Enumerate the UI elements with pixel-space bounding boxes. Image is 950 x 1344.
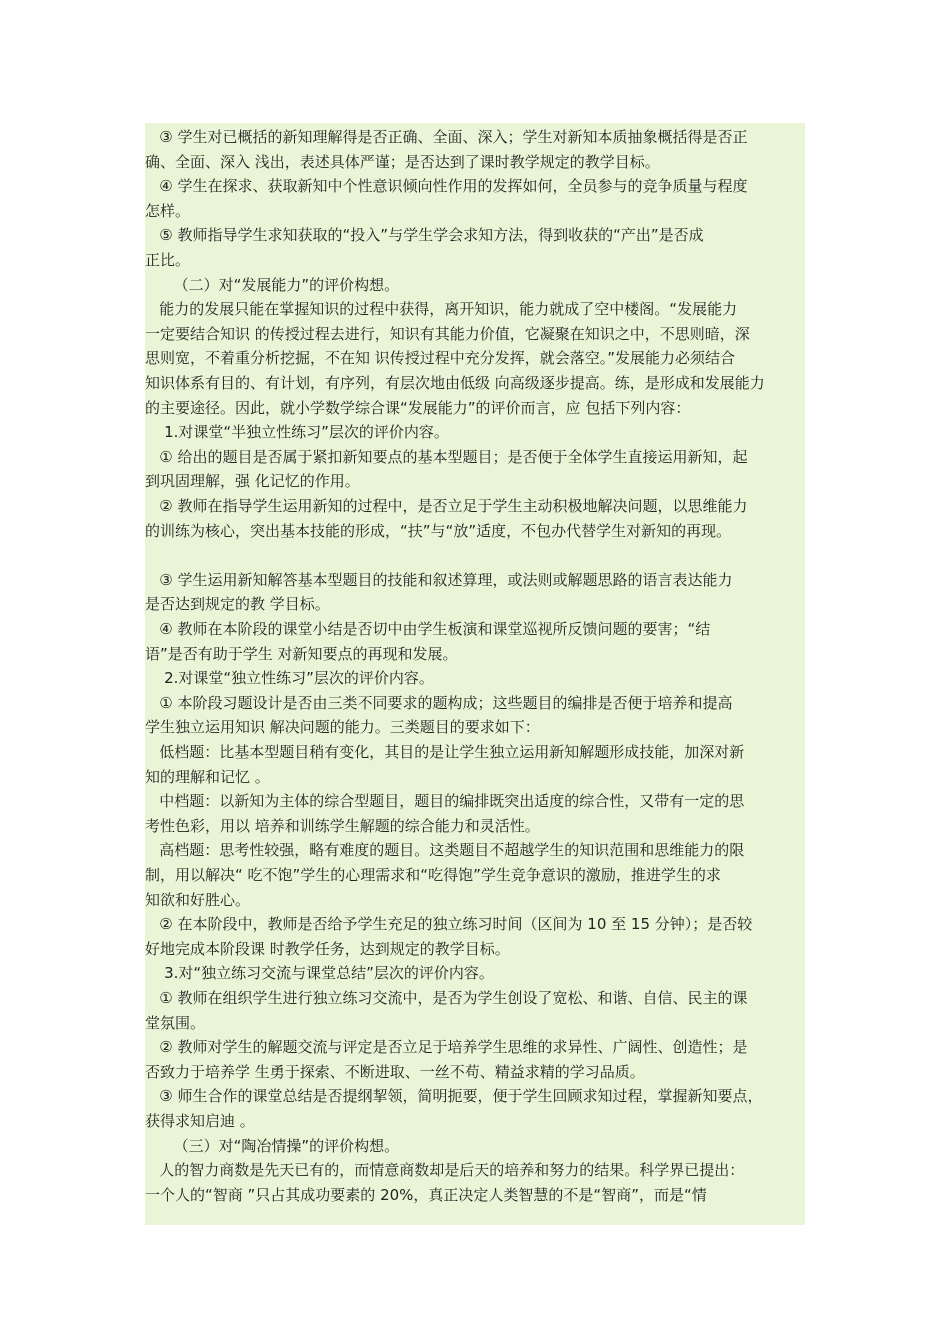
text-line: 知识体系有目的、有计划，有序列，有层次地由低级 向高级逐步提高。练，是形成和发展能力 [145, 374, 765, 392]
text-line: ③ 师生合作的课堂总结是否提纲挈领，简明扼要，便于学生回顾求知过程，掌握新知要点， [145, 1087, 763, 1106]
text-line: ① 教师在组织学生进行独立练习交流中，是否为学生创设了宽松、和谐、自信、民主的课 [145, 989, 748, 1007]
text-line: 的主要途径。因此，就小学数学综合课“发展能力”的评价而言，应 包括下列内容： [145, 398, 691, 417]
text-line: 好地完成本阶段课 时教学任务，达到规定的教学目标。 [145, 939, 510, 958]
text-line: 中档题：以新知为主体的综合型题目，题目的编排既突出适度的综合性，又带有一定的思 [145, 792, 745, 811]
text-line: ④ 学生在探求、获取新知中个性意识倾向性作用的发挥如何，全员参与的竞争质量与程度 [145, 177, 748, 196]
text-line: ① 本阶段习题设计是否由三类不同要求的题构成；这些题目的编排是否便于培养和提高 [145, 693, 733, 712]
text-line: ① 给出的题目是否属于紧扣新知要点的基本型题目；是否便于全体学生直接运用新知，起 [145, 447, 748, 466]
text-line: 是否达到规定的教 学目标。 [145, 595, 330, 614]
text-line: 3.对“独立练习交流与课堂总结”层次的评价内容。 [145, 964, 494, 983]
text-line [145, 543, 805, 567]
text-line: ② 教师对学生的解题交流与评定是否立足于培养学生思维的求异性、广阔性、创造性；是 [145, 1038, 748, 1057]
text-line: ② 在本阶段中，教师是否给予学生充足的独立练习时间（区间为 10 至 15 分钟）；是否较 [145, 915, 753, 934]
text-line: 制，用以解决“ 吃不饱”学生的心理需求和“吃得饱”学生竞争意识的激励，推进学生的求 [145, 866, 721, 884]
text-line: 语”是否有助于学生 对新知要点的再现和发展。 [145, 644, 458, 663]
text-line: 思则宽，不着重分析挖掘，不在知 识传授过程中充分发挥，就会落空。”发展能力必须结合 [145, 349, 736, 368]
text-line: 知的理解和记忆 。 [145, 767, 270, 786]
text-line: 一个人的“智商 ”只占其成功要素的 20%，真正决定人类智慧的不是“智商”，而是“情 [145, 1185, 707, 1204]
text-line: 学生独立运用知识 解决问题的能力。三类题目的要求如下： [145, 718, 540, 737]
text-line: 否致力于培养学 生勇于探索、不断进取、一丝不苟、精益求精的学习品质。 [145, 1062, 645, 1081]
text-line: 低档题：比基本型题目稍有变化，其目的是让学生独立运用新知解题形成技能，加深对新 [145, 743, 745, 761]
text-line: 1.对课堂“半独立性练习”层次的评价内容。 [145, 423, 449, 442]
text-line: ③ 学生对已概括的新知理解得是否正确、全面、深入；学生对新知本质抽象概括得是否正 [145, 128, 748, 146]
text-line: 堂氛围。 [145, 1013, 206, 1032]
text-line: （三）对“陶冶情操”的评价构想。 [145, 1136, 400, 1155]
text-line: ③ 学生运用新知解答基本型题目的技能和叙述算理，或法则或解题思路的语言表达能力 [145, 570, 733, 589]
text-line: ② 教师在指导学生运用新知的过程中，是否立足于学生主动积极地解决问题，以思维能力 [145, 497, 748, 515]
text-line: ④ 教师在本阶段的课堂小结是否切中由学生板演和课堂巡视所反馈问题的要害；“结 [145, 620, 711, 638]
text-line: ⑤ 教师指导学生求知获取的“投入”与学生学会求知方法，得到收获的“产出”是否成 [145, 226, 704, 245]
document-page [145, 123, 805, 1225]
text-line: 的训练为核心，突出基本技能的形成，“扶”与“放”适度，不包办代替学生对新知的再现。 [145, 521, 732, 540]
text-line: 一定要结合知识 的传授过程去进行，知识有其能力价值，它凝聚在知识之中，不思则暗，深 [145, 324, 750, 343]
text-line: （二）对“发展能力”的评价构想。 [145, 275, 400, 294]
text-line: 知欲和好胜心。 [145, 890, 251, 909]
text-line: 获得求知启迪 。 [145, 1112, 255, 1130]
text-line: 高档题：思考性较强，略有难度的题目。这类题目不超越学生的知识范围和思维能力的限 [145, 841, 745, 860]
text-line: 能力的发展只能在掌握知识的过程中获得，离开知识，能力就成了空中楼阁。“发展能力 [145, 300, 738, 319]
text-line: 到巩固理解，强 化记忆的作用。 [145, 472, 360, 491]
text-line: 确、全面、深入 浅出，表述具体严谨；是否达到了课时教学规定的教学目标。 [145, 152, 660, 171]
text-line: 2.对课堂“独立性练习”层次的评价内容。 [145, 669, 434, 688]
text-line: 怎样。 [145, 201, 191, 220]
text-line: 考性色彩，用以 培养和训练学生解题的综合能力和灵活性。 [145, 816, 540, 835]
text-line: 人的智力商数是先天已有的，而情意商数却是后天的培养和努力的结果。科学界已提出： [145, 1161, 745, 1180]
text-line: 正比。 [145, 251, 191, 269]
